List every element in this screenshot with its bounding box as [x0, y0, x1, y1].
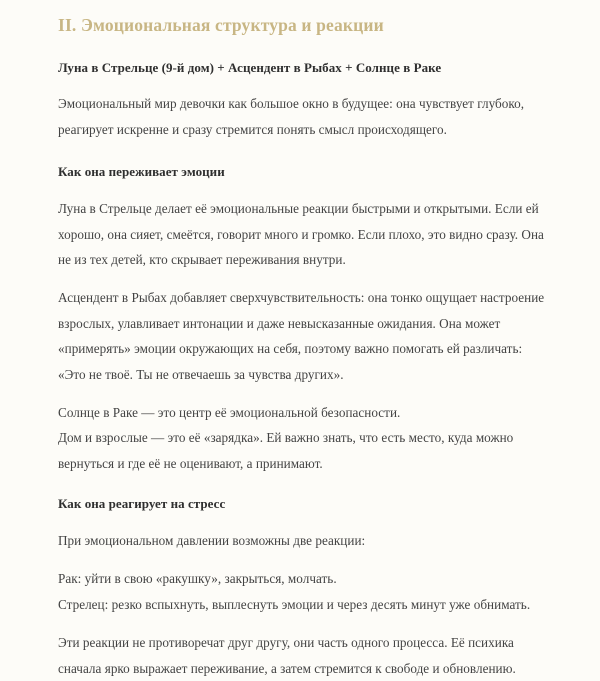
intro-paragraph: Эмоциональный мир девочки как большое окно в будущее: она чувствует глубоко, реагирует искренне и сразу стремится понять смысл происходящего.: [58, 96, 525, 137]
page-title: II. Эмоциональная структура и реакции: [58, 15, 384, 35]
heading-how-she-experiences-emotions: Как она переживает эмоции: [58, 164, 225, 180]
paragraph-sun-cancer-line-2: Дом и взрослые — это её «зарядка». Ей важно знать, что есть место, куда можно вернуться и где её не оценивают, а принимают.: [58, 430, 514, 471]
paragraph-stress-closing: Эти реакции не противоречат друг другу, они часть одного процесса. Её психика сначала ярко выражает переживание, а затем стремится к свободе и обновлению.: [58, 635, 516, 676]
paragraph-sun-cancer-line-1: Солнце в Раке — это центр её эмоциональной безопасности.: [58, 404, 401, 420]
reaction-sagittarius-line: Стрелец: резко вспыхнуть, выплеснуть эмоции и через десять минут уже обнимать.: [58, 596, 531, 612]
paragraph-ascendant-pisces: Асцендент в Рыбах добавляет сверхчувствительность: она тонко ощущает настроение взрослых, улавливает интонации и даже невысказанные ожидания. Она может «примерять» эмоции окружающих на себя, поэтому важно помогать ей различать: «Это не твоё. Ты не отвечаешь за чувства других».: [58, 290, 545, 382]
astro-combination-heading: Луна в Стрельце (9-й дом) + Асцендент в Рыбах + Солнце в Раке: [58, 59, 442, 75]
paragraph-stress-lead: При эмоциональном давлении возможны две реакции:: [58, 533, 366, 549]
paragraph-moon-sagittarius: Луна в Стрельце делает её эмоциональные реакции быстрыми и открытыми. Если ей хорошо, она сияет, смеётся, говорит много и громко. Если плохо, это видно сразу. Она не из тех детей, кто скрывает переживания внутри.: [58, 201, 544, 267]
heading-how-she-reacts-to-stress: Как она реагирует на стресс: [58, 496, 226, 512]
paragraph-stress-reactions: [58, 566, 545, 617]
reaction-cancer-line: Рак: уйти в свою «ракушку», закрыться, молчать.: [58, 571, 337, 587]
paragraph-sun-cancer: [58, 400, 545, 476]
